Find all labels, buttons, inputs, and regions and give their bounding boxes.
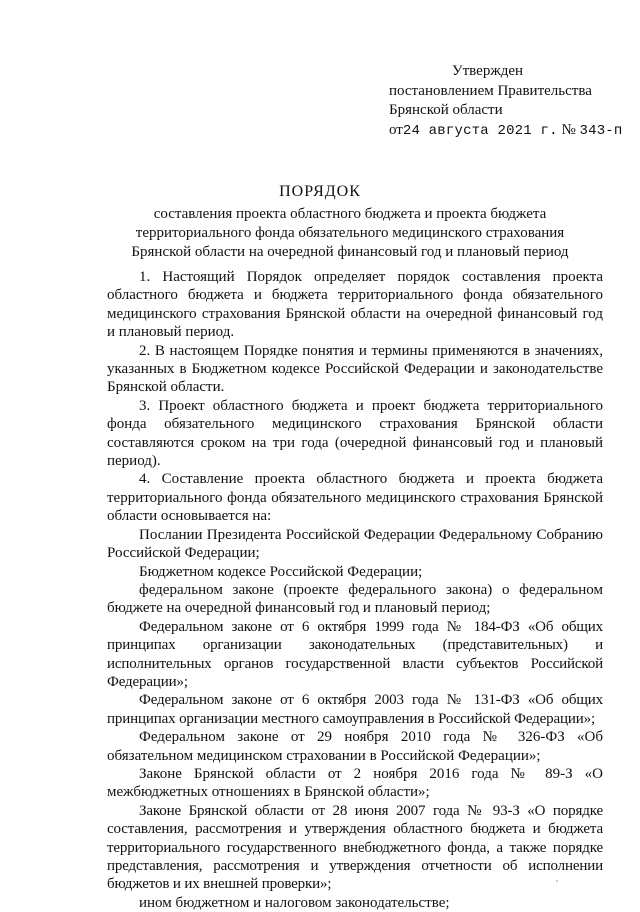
approval-number: 343-п (579, 122, 623, 139)
paragraph-3: 3. Проект областного бюджета и проект бюджета территориального фонда обязательного медицинского страхования Брянской области составляются сроком на три года (очередной финансовый год и плановый период). (107, 397, 603, 470)
document-title: ПОРЯДОК (279, 183, 361, 200)
basis-item-2: Бюджетном кодексе Российской Федерации; (139, 563, 423, 580)
basis-item-4: Федеральном законе от 6 октября 1999 года № 184-ФЗ «Об общих принципах организации законодательных (представительных) и исполнительных органов государственной власти субъектов Российской Федерации»; (107, 618, 603, 690)
approval-number-label: № (561, 121, 576, 138)
basis-item-8: Законе Брянской области от 28 июня 2007 года № 93-З «О порядке составления, рассмотрения и утверждения областного бюджета и бюджета территориального государственного внебюджетного фонда, а также порядке представления, рассмотрения и утверждения отчетности об исполнении бюджетов и их внешней проверки»; (107, 802, 603, 893)
basis-item-3: федеральном законе (проекте федерального закона) о федеральном бюджете на очередной финансовый год и плановый период; (107, 581, 603, 617)
approval-line-2: постановлением Правительства (389, 82, 592, 99)
basis-item-9: ином бюджетном и налоговом законодательстве; (139, 894, 450, 911)
approval-date-line (389, 121, 629, 142)
approval-line-3: Брянской области (389, 102, 503, 118)
basis-item-5: Федеральном законе от 6 октября 2003 года № 131-ФЗ «Об общих принципах организации местного самоуправления в Российской Федерации»; (107, 692, 603, 727)
document-body (107, 268, 603, 912)
paragraph-4: 4. Составление проекта областного бюджета и проекта бюджета территориального фонда обязательного медицинского страхования Брянской области основывается на: (107, 471, 603, 525)
scan-speck (556, 880, 558, 882)
basis-item-6: Федеральном законе от 29 ноября 2010 года № 326-ФЗ «Об обязательном медицинском страховании в Российской Федерации»; (107, 729, 603, 764)
approval-stamp (389, 62, 629, 141)
approval-date: 24 августа 2021 г. (402, 122, 558, 139)
basis-item-1: Послании Президента Российской Федерации Федеральному Собранию Российской Федерации; (107, 526, 603, 562)
approval-prefix: от (389, 121, 403, 138)
paragraph-1: 1. Настоящий Порядок определяет порядок составления проекта областного бюджета и бюджета территориального фонда обязательного медицинского страхования Брянской области на очередной финансовый год и плановый период. (107, 269, 603, 341)
paragraph-2: 2. В настоящем Порядке понятия и термины применяются в значениях, указанных в Бюджетном кодексе Российской Федерации и законодательстве Брянской области. (107, 342, 603, 396)
basis-item-7: Законе Брянской области от 2 ноября 2016 года № 89-З «О межбюджетных отношениях в Брянской области»; (107, 765, 603, 801)
approval-line-1: Утвержден (452, 63, 524, 79)
document-subtitle: составления проекта областного бюджета и проекта бюджета территориального фонда обязательного медицинского страхования Брянской области на очередной финансовый год и плановый период (131, 206, 569, 260)
